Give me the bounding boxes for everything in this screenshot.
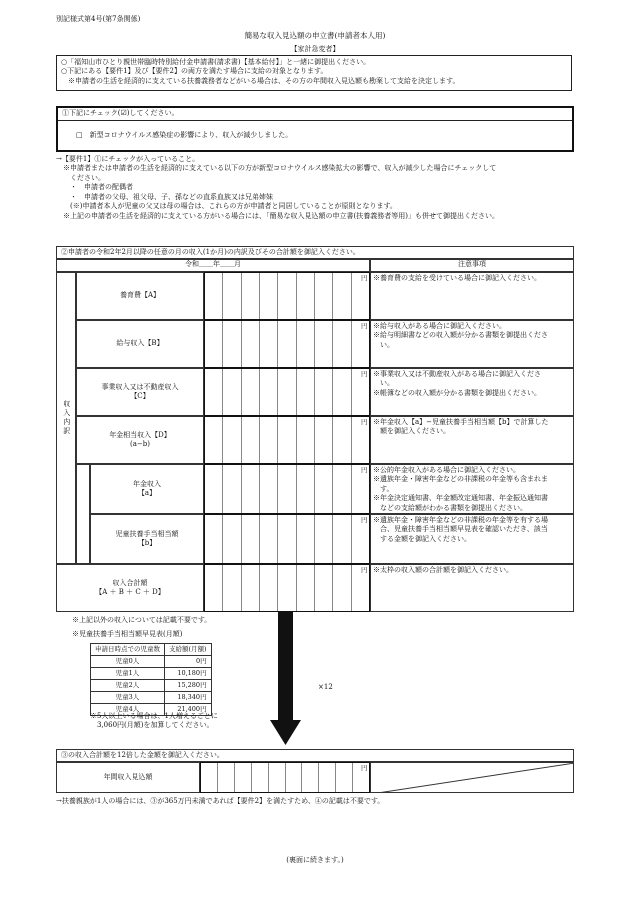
table-row [91,668,212,680]
row-label-allowance [90,514,204,564]
row-label-b [76,320,204,368]
page-subtitle: 【家計急変者】 [290,45,340,53]
note-line: ※養育費の支給を受けている場合に御記入ください。 [373,274,541,282]
row-label-text: (a−b) [130,440,150,448]
form-number: 別記様式第4号(第7条関係) [56,15,141,23]
annual-income-label: 年間収入見込額 [56,762,200,793]
yen-unit: 円 [361,370,368,378]
row-label-total [56,564,204,612]
row-label-text: 養育費【A】 [119,291,161,300]
note-line: い。 [373,340,394,349]
row-label-text: 児童扶養手当相当額 [115,529,179,538]
requirement1-line: ※上記の申請者の生活を経済的に支えている方がいる場合には、「簡易な収入見込額の申立書(扶養義務者等用)」も併せて御提出ください。 [56,211,499,220]
intro-line: ○「福知山市ひとり親世帯臨時特別給付金申請書(請求書)【基本給付】」と一緒に御提出ください。 [61,58,371,66]
table-header: 支給額(月額) [165,644,212,656]
table-cell: 18,340円 [165,692,212,704]
table-cell: 15,280円 [165,680,212,692]
note-c [370,368,574,416]
page-title: 簡易な収入見込額の申立書(申請者本人用) [244,31,386,40]
diagonal-line [371,763,574,793]
note-pension [370,464,574,514]
table-cell: 児童3人 [91,692,165,704]
section1-box [56,106,574,152]
month-header: 令和＿＿年＿＿月 [56,259,370,272]
down-arrow-icon [270,612,302,746]
allowance-note-line: 3,060円(月額)を加算してください。 [90,721,214,730]
note-total [370,564,574,612]
other-income-note: ※上記以外の収入については記載不要です。 [72,616,212,624]
row-label-pension [90,464,204,514]
table-row [91,692,212,704]
note-line: ※遺族年金・障害年金などの非課税の年金等も含まれま [373,475,548,484]
yen-unit: 円 [361,418,368,426]
pension-indent [76,464,90,564]
amount-field-allowance[interactable] [204,514,370,564]
row-label-text: 【A ＋ B ＋ C ＋ D】 [95,588,165,596]
note-line: ※遺族年金・障害年金などの非課税の年金等を有する場 [373,516,548,524]
note-line: ※給与明細書などの収入額が分かる書類を御提出くださ [373,331,548,340]
table-cell: 児童0人 [91,656,165,668]
requirement1-line: ・ 申請者の配偶者 [56,183,133,192]
table-cell: 児童2人 [91,680,165,692]
yen-unit: 円 [361,566,368,574]
row-label-a [76,272,204,320]
page-footer: (裏面に続きます。) [286,856,344,864]
row-label-d [76,416,204,464]
row-label-text: 年金相当収入【D】 [109,430,171,439]
covid-checkbox[interactable]: □ 新型コロナウイルス感染症の影響により、収入が減少しました。 [76,131,293,139]
requirement1 [56,155,586,221]
row-label-text: 【a】 [137,489,157,497]
yen-unit: 円 [361,764,368,772]
note-line: ※年金収入【a】−児童扶養手当相当額【b】で計算した [373,418,549,426]
table-cell: 児童4人 [91,704,165,716]
note-line: い。 [373,379,394,388]
table-header: 申請日時点での児童数 [91,644,165,656]
amount-field-pension[interactable] [204,464,370,514]
note-line: 額を御記入ください。 [373,427,450,436]
note-allowance [370,514,574,564]
intro-box [56,55,572,91]
notes-header: 注意事項 [370,259,574,272]
requirement2: →扶養親族が1人の場合には、③が365万円未満であれば【要件2】を満たすため、④の記載は不要です。 [56,797,385,805]
intro-line: ○下記にある【要件1】及び【要件2】の両方を満たす場合に支給の対象となります。 [61,67,328,76]
row-label-text: 事業収入又は不動産収入 [101,382,179,391]
allowance-note [90,712,218,731]
requirement1-line: ください。 [56,173,105,182]
amount-field-b[interactable] [204,320,370,368]
note-line: ※年金決定通知書、年金額改定通知書、年金振込通知書 [373,494,548,503]
table-row [91,680,212,692]
note-b [370,320,574,368]
amount-field-a[interactable] [204,272,370,320]
allowance-table [90,643,212,716]
annual-income-field[interactable] [200,762,370,793]
section2-heading: ②申請者の令和2年2月以降の任意の月の収入(1か月)の内訳及びその合計額を御記入ください。 [56,246,574,259]
requirement1-line: ・ 申請者の父母、祖父母、子、孫などの直系血族又は兄弟姉妹 [56,192,273,201]
row-label-text: 給与収入【B】 [116,339,164,348]
income-side-label: 収入内訳 [56,272,76,564]
row-label-text: 年金収入 [133,479,161,488]
section3-heading: ③の収入合計額を12倍した金額を御記入ください。 [56,749,574,762]
amount-field-total[interactable] [204,564,370,612]
amount-field-c[interactable] [204,368,370,416]
amount-field-d[interactable] [204,416,370,464]
allowance-table-title: ※児童扶養手当相当額早見表(月額) [72,630,183,638]
table-cell: 児童1人 [91,668,165,680]
row-label-text: 【C】 [130,392,150,400]
allowance-note-line: ※5人以上いる場合は、1人増えるごとに [90,712,218,720]
note-a [370,272,574,320]
note-line: す。 [373,484,394,493]
note-line: ※太枠の収入額の合計額を御記入ください。 [373,566,513,574]
row-label-text: 収入合計額 [112,578,148,587]
yen-unit: 円 [361,466,368,474]
note-d [370,416,574,464]
note-line: ※給与収入がある場合に御記入ください。 [373,322,506,330]
yen-unit: 円 [361,322,368,330]
table-cell: 0円 [165,656,212,668]
requirement1-line: (※)申請者本人が児童の父又は母の場合は、これらの方が申請者と同居していることが原則となります。 [56,202,397,211]
row-label-text: 【b】 [137,539,157,547]
requirement1-line: →【要件1】①にチェックが入っていること。 [56,155,200,163]
table-row [91,656,212,668]
annual-income-blank [370,762,574,793]
section3 [56,749,574,793]
intro-line: ※申請者の生活を経済的に支えている扶養義務者などがいる場合は、その方の年間収入見込額も勘案して支給を決定します。 [61,76,460,85]
note-line: ※事業収入又は不動産収入がある場合に御記入くださ [373,370,541,378]
section1-heading: ①下記にチェック(☑)してください。 [58,108,572,121]
yen-unit: 円 [361,516,368,524]
multiplier-label: ×12 [318,683,333,691]
income-table [56,246,574,612]
row-label-c [76,368,204,416]
table-cell: 21,400円 [165,704,212,716]
requirement1-line: ※申請者または申請者の生活を経済的に支えている以下の方が新型コロナウイルス感染拡大の影響で、収入が減少した場合にチェックして [56,164,497,173]
note-line: する金額を御記入ください。 [373,534,471,543]
yen-unit: 円 [361,274,368,282]
table-cell: 10,180円 [165,668,212,680]
note-line: などの支給額がわかる書類を御提出ください。 [373,503,527,512]
note-line: ※公的年金収入がある場合に御記入ください。 [373,466,520,474]
note-line: 合、児童扶養手当相当額早見表を確認いただき、該当 [373,525,548,534]
note-line: ※帳簿などの収入額が分かる書類を御提出ください。 [373,388,541,397]
